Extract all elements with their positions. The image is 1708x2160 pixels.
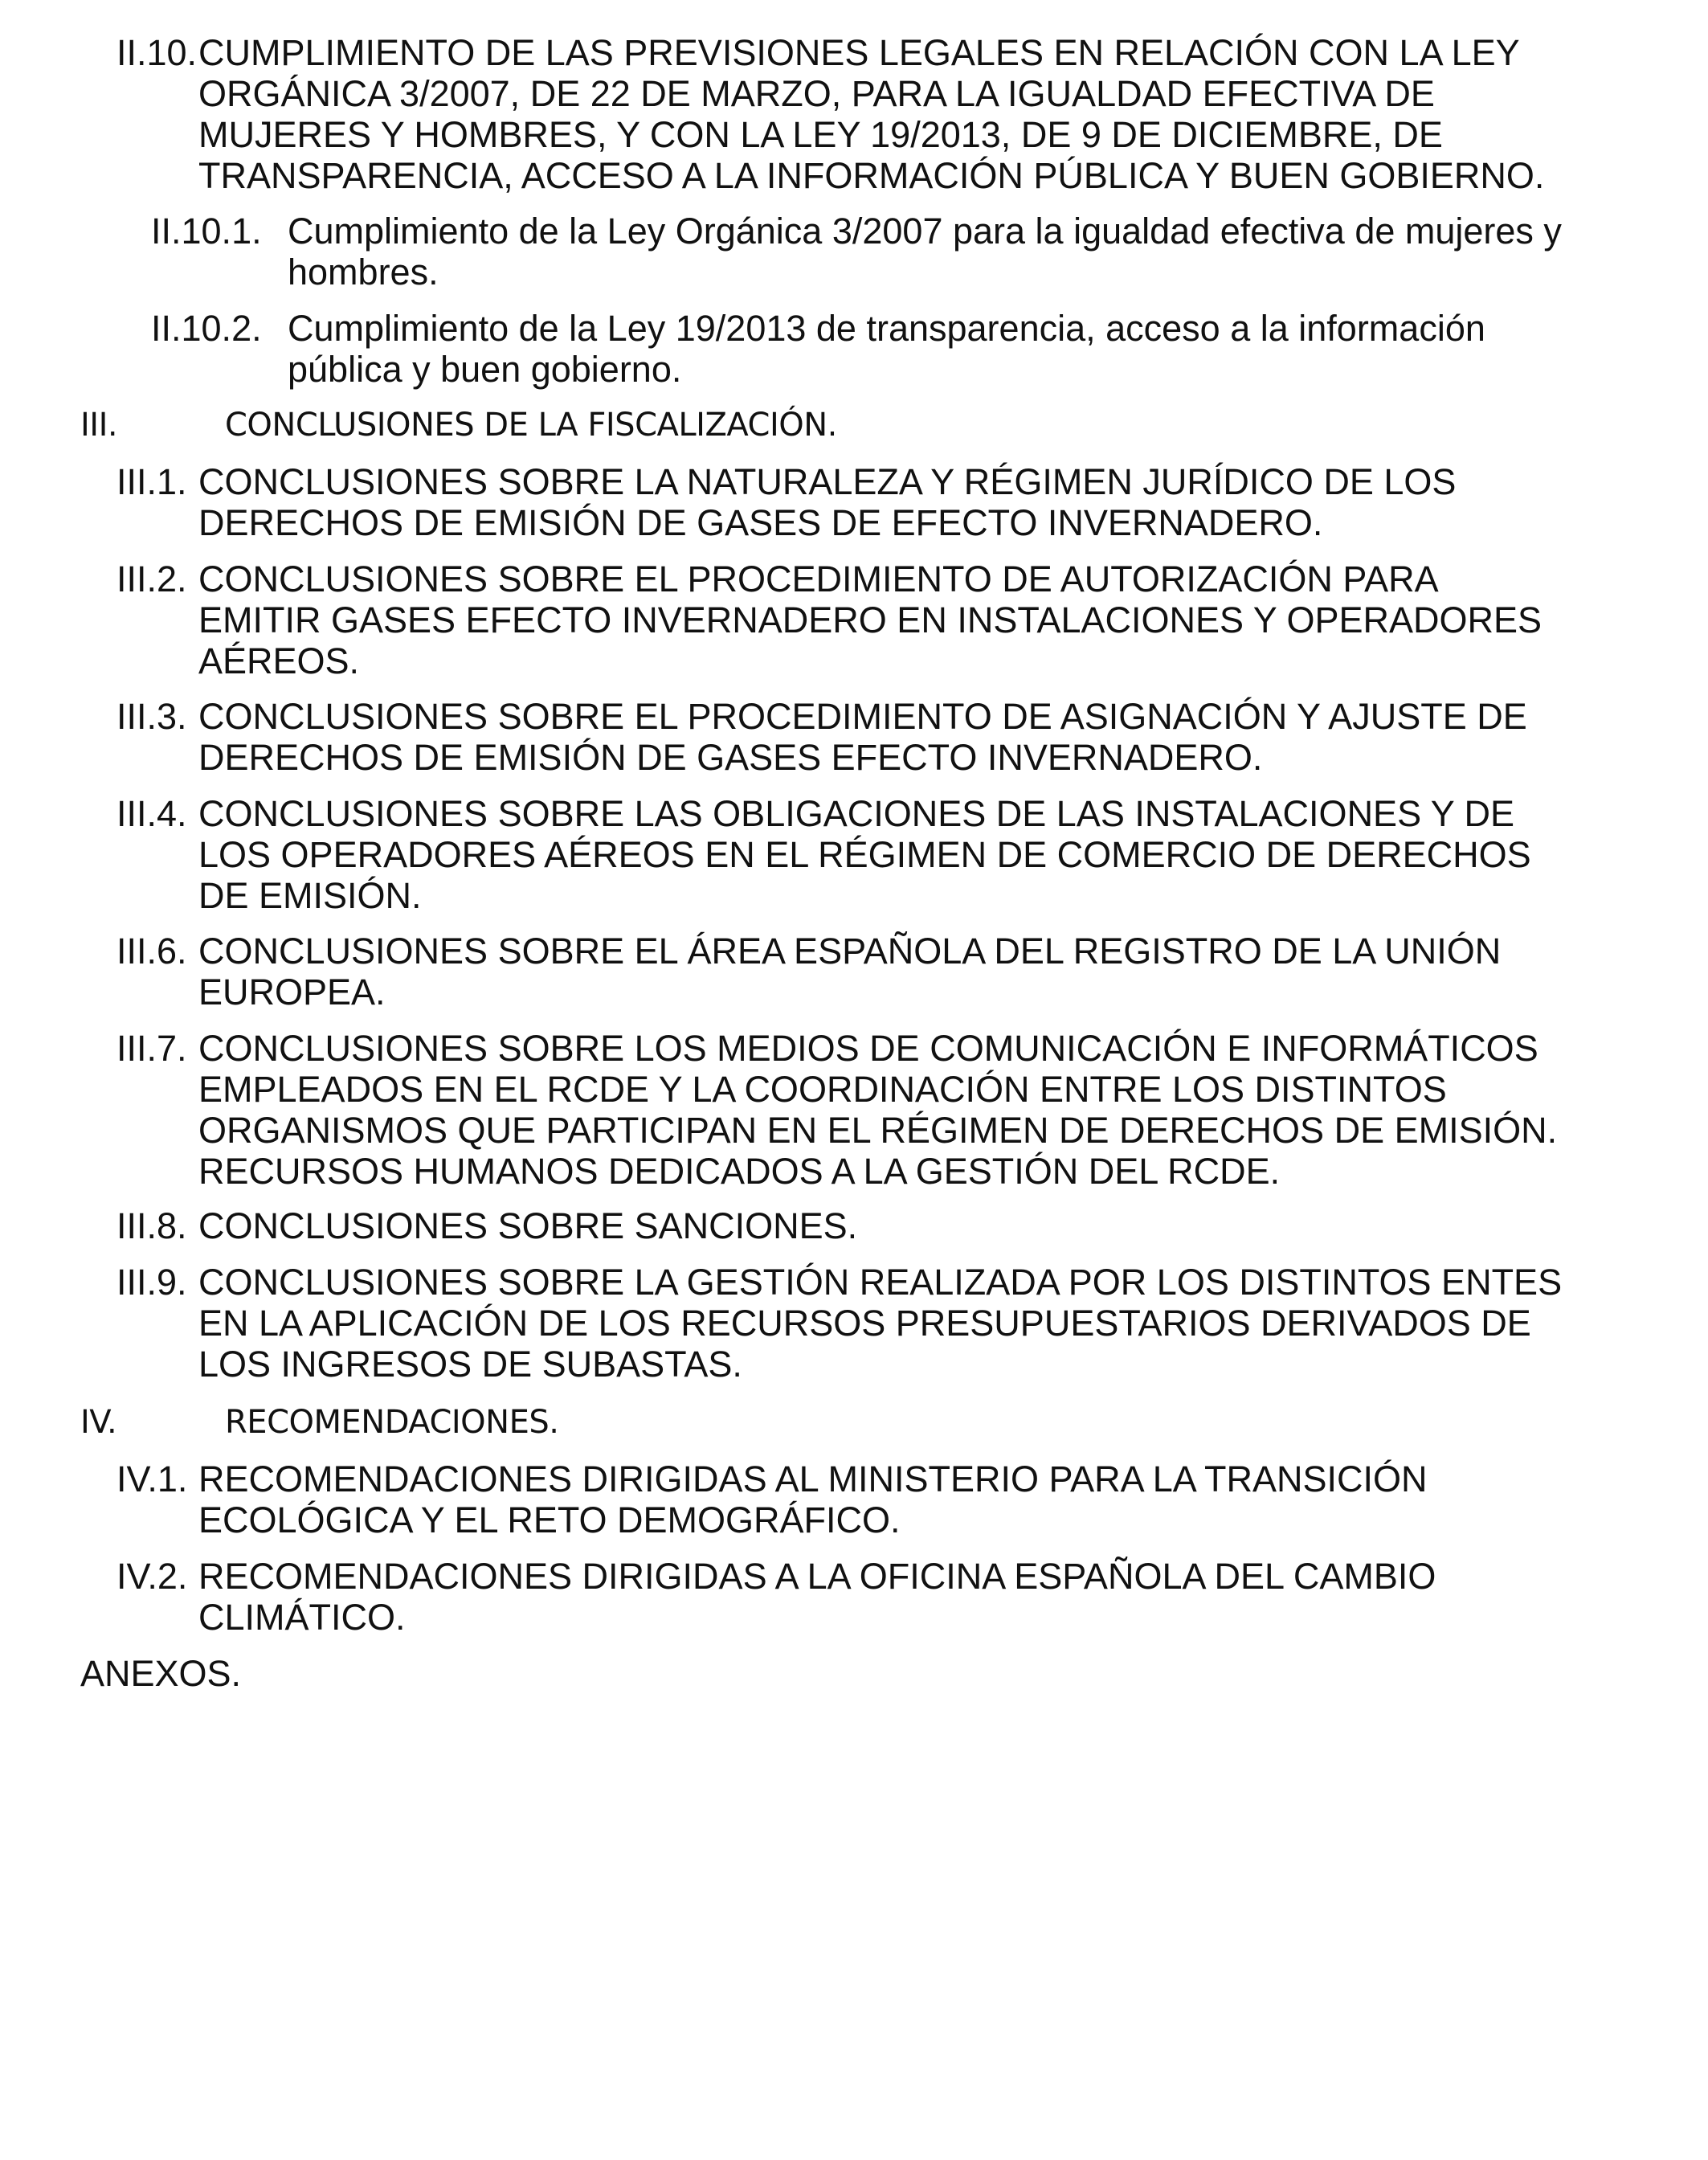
- toc-text: CONCLUSIONES SOBRE LA GESTIÓN REALIZADA POR LOS DISTINTOS ENTES EN LA APLICACIÓN DE LOS RECURSOS PRESUPUESTARIOS DERIVADOS DE LOS INGRESOS DE SUBASTAS.: [198, 1262, 1563, 1385]
- toc-text: RECOMENDACIONES DIRIGIDAS A LA OFICINA ESPAÑOLA DEL CAMBIO CLIMÁTICO.: [198, 1556, 1436, 1638]
- toc-text: ANEXOS.: [80, 1653, 242, 1694]
- toc-number: III.: [80, 407, 118, 444]
- toc-text: CONCLUSIONES SOBRE LOS MEDIOS DE COMUNICACIÓN E INFORMÁTICOS EMPLEADOS EN EL RCDE Y LA COORDINACIÓN ENTRE LOS DISTINTOS ORGANISMOS QUE PARTICIPAN EN EL RÉGIMEN DE DERECHOS DE EMISIÓN. RECURSOS HUMANOS DEDICADOS A LA GESTIÓN DEL RCDE.: [198, 1028, 1558, 1192]
- toc-number: III.2.: [116, 558, 187, 599]
- toc-number: III.8.: [116, 1205, 187, 1246]
- toc-number: III.7.: [116, 1028, 187, 1069]
- toc-text: Cumplimiento de la Ley 19/2013 de transparencia, acceso a la información pública y buen gobierno.: [288, 308, 1485, 390]
- toc-text: CONCLUSIONES SOBRE EL PROCEDIMIENTO DE AUTORIZACIÓN PARA EMITIR GASES EFECTO INVERNADERO EN INSTALACIONES Y OPERADORES AÉREOS.: [198, 558, 1543, 681]
- toc-number: II.10.1.: [151, 211, 262, 252]
- toc-text: CONCLUSIONES SOBRE LA NATURALEZA Y RÉGIMEN JURÍDICO DE LOS DERECHOS DE EMISIÓN DE GASES DE EFECTO INVERNADERO.: [198, 461, 1457, 543]
- toc-number: II.10.2.: [151, 308, 262, 349]
- toc-number: III.4.: [116, 793, 187, 834]
- toc-number: IV.: [80, 1404, 117, 1441]
- toc-text: CONCLUSIONES SOBRE SANCIONES.: [198, 1205, 858, 1246]
- toc-number: III.9.: [116, 1262, 187, 1303]
- toc-number: IV.2.: [116, 1556, 188, 1597]
- toc-number: II.10.: [116, 32, 198, 73]
- toc-number: III.6.: [116, 931, 187, 972]
- toc-text: RECOMENDACIONES.: [225, 1404, 559, 1441]
- toc-text: CONCLUSIONES SOBRE LAS OBLIGACIONES DE LAS INSTALACIONES Y DE LOS OPERADORES AÉREOS EN EL RÉGIMEN DE COMERCIO DE DERECHOS DE EMISIÓN.: [198, 793, 1531, 916]
- toc-text: CONCLUSIONES SOBRE EL PROCEDIMIENTO DE ASIGNACIÓN Y AJUSTE DE DERECHOS DE EMISIÓN DE GASES EFECTO INVERNADERO.: [198, 696, 1527, 778]
- toc-number: IV.1.: [116, 1458, 188, 1499]
- toc-text: Cumplimiento de la Ley Orgánica 3/2007 para la igualdad efectiva de mujeres y hombres.: [288, 211, 1562, 292]
- toc-number: III.3.: [116, 696, 187, 737]
- toc-text: CONCLUSIONES SOBRE EL ÁREA ESPAÑOLA DEL REGISTRO DE LA UNIÓN EUROPEA.: [198, 931, 1502, 1012]
- toc-text: CONCLUSIONES DE LA FISCALIZACIÓN.: [225, 407, 837, 444]
- toc-number: III.1.: [116, 461, 187, 502]
- toc-text: RECOMENDACIONES DIRIGIDAS AL MINISTERIO PARA LA TRANSICIÓN ECOLÓGICA Y EL RETO DEMOGRÁFICO.: [198, 1458, 1428, 1540]
- toc-text: CUMPLIMIENTO DE LAS PREVISIONES LEGALES EN RELACIÓN CON LA LEY ORGÁNICA 3/2007, DE 22 DE MARZO, PARA LA IGUALDAD EFECTIVA DE MUJERES Y HOMBRES, Y CON LA LEY 19/2013, DE 9 DE DICIEMBRE, DE TRANSPARENCIA, ACCESO A LA INFORMACIÓN PÚBLICA Y BUEN GOBIERNO.: [198, 32, 1545, 196]
